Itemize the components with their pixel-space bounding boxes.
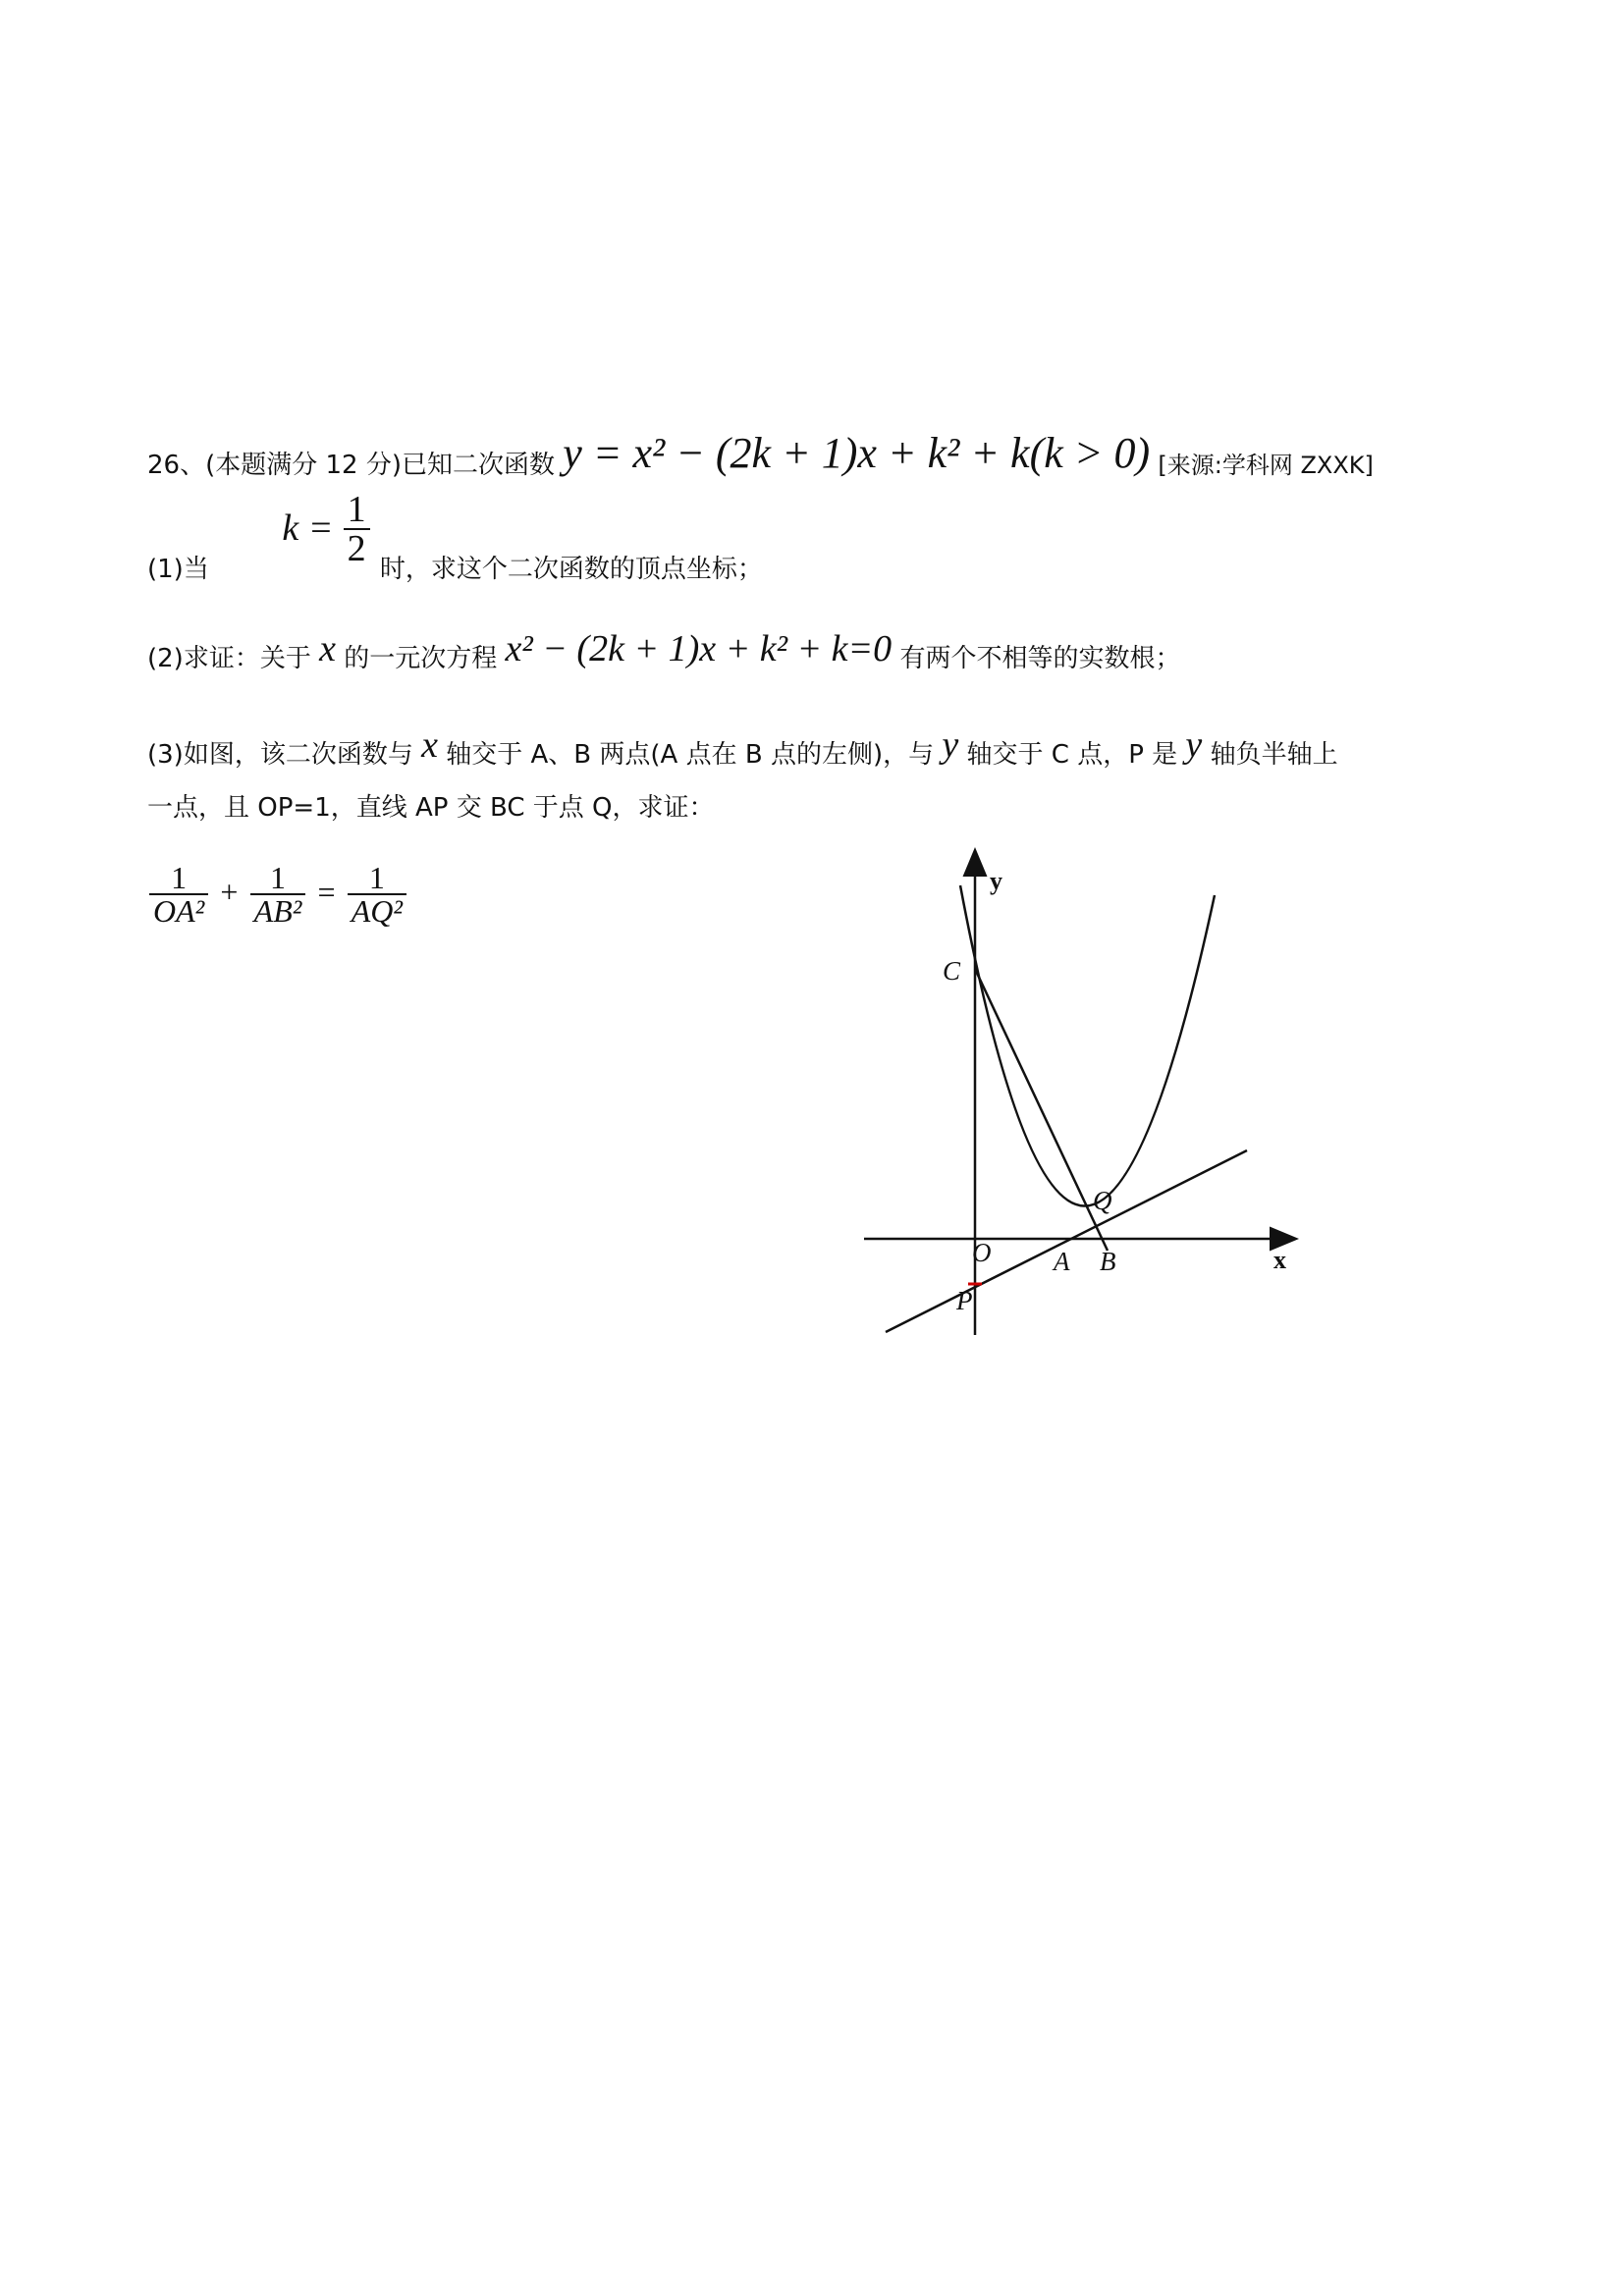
part3-variable-y2: y [1185, 724, 1203, 766]
proof-num-2: 1 [269, 860, 286, 895]
part3-line2: 一点，且 OP=1，直线 AP 交 BC 于点 Q，求证： [147, 793, 715, 823]
part3-variable-y1: y [942, 724, 959, 766]
proof-num-3: 1 [368, 860, 385, 895]
proof-plus: + [220, 874, 239, 910]
label-q: Q [1093, 1186, 1112, 1215]
line-ap [886, 1150, 1247, 1332]
line-cb [975, 969, 1108, 1251]
part3-text-a: (3)如图，该二次函数与 [147, 740, 413, 770]
proof-den-2: AB² [253, 893, 302, 929]
part1-suffix: 时，求这个二次函数的顶点坐标； [379, 555, 763, 584]
part2-suffix: 有两个不相等的实数根； [899, 644, 1181, 673]
quadratic-function-equation: y = x² − (2k + 1)x + k² + k(k > 0) [563, 429, 1151, 477]
label-x: x [1273, 1246, 1286, 1274]
parabola-curve [960, 885, 1215, 1206]
label-o: O [972, 1238, 992, 1267]
part3-text-d: 轴负半轴上 [1210, 740, 1338, 770]
label-b: B [1100, 1247, 1116, 1276]
part2-mid: 的一元次方程 [344, 644, 498, 673]
source-note: [来源:学科网 ZXXK] [1158, 452, 1374, 479]
label-a: A [1054, 1247, 1070, 1276]
part3-text-b: 轴交于 A、B 两点(A 点在 B 点的左侧)，与 [446, 740, 935, 770]
part1-prefix: (1)当 [147, 555, 209, 584]
part2-equation: x² − (2k + 1)x + k² + k=0 [505, 628, 893, 669]
part1-k-numerator: 1 [347, 489, 366, 530]
part3-variable-x: x [421, 724, 438, 766]
part1-k-lhs: k = [282, 507, 334, 549]
part1-k-denominator: 2 [347, 528, 366, 569]
proof-equals: = [317, 874, 336, 910]
proof-num-1: 1 [171, 860, 188, 895]
part3-text-c: 轴交于 C 点，P 是 [966, 740, 1178, 770]
label-y: y [990, 867, 1002, 895]
part2-prefix: (2)求证：关于 [147, 644, 311, 673]
label-c: C [943, 956, 961, 986]
problem-intro-text: 26、(本题满分 12 分)已知二次函数 [147, 451, 555, 480]
proof-den-1: OA² [153, 893, 205, 929]
proof-den-3: AQ² [351, 893, 403, 929]
label-p: P [956, 1286, 973, 1315]
part2-variable-x: x [319, 628, 336, 669]
